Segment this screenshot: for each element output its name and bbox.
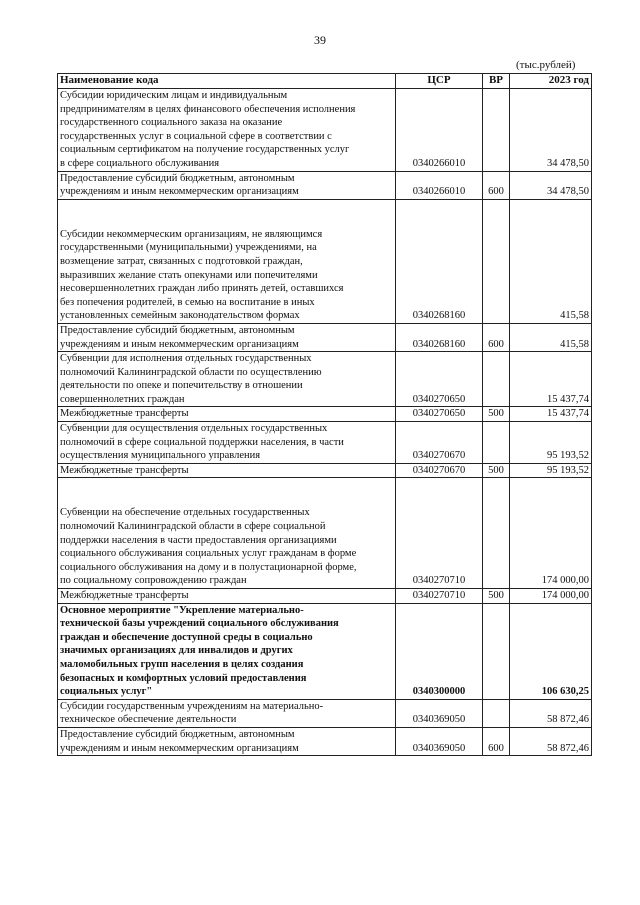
row-csr: 0340270710 bbox=[396, 478, 483, 589]
row-value: 58 872,46 bbox=[510, 699, 592, 727]
table-row bbox=[58, 589, 592, 604]
row-value: 415,58 bbox=[510, 323, 592, 351]
units-note: (тыс.рублей) bbox=[516, 59, 576, 71]
table-body bbox=[58, 89, 592, 756]
row-vr: 500 bbox=[483, 463, 510, 478]
table-row bbox=[58, 171, 592, 199]
row-name bbox=[58, 589, 396, 604]
row-name-text: Предоставление субсидий бюджетным, автономным учреждениям и иным некоммерческим организациям bbox=[60, 728, 299, 754]
row-csr: 0340268160 bbox=[396, 199, 483, 323]
row-value: 106 630,25 bbox=[510, 603, 592, 699]
row-value: 15 437,74 bbox=[510, 407, 592, 422]
row-vr bbox=[483, 199, 510, 323]
row-vr: 500 bbox=[483, 407, 510, 422]
row-name bbox=[58, 422, 396, 464]
page-number: 39 bbox=[314, 33, 326, 47]
row-value: 95 193,52 bbox=[510, 463, 592, 478]
row-csr: 0340270670 bbox=[396, 422, 483, 464]
row-name-text: Субвенции на обеспечение отдельных государственных полномочий Калининградской области в сфере социальной поддержки населения в части предоставления организациями социального обслуживания социальных услуг гражданам в форме социального обслуживания на дому и в полустационарной форме, по социальному сопровождению граждан bbox=[60, 507, 357, 587]
table-row bbox=[58, 199, 592, 323]
row-csr: 0340270650 bbox=[396, 352, 483, 407]
row-name-text: Субсидии юридическим лицам и индивидуальным предпринимателям в целях финансового обеспечения исполнения государственного социального заказа на оказание государственных услуг в социальной сфере в соответствии с социальным сертификатом на получение государственных услуг в сфере социального обслуживания bbox=[60, 90, 356, 169]
table-row bbox=[58, 89, 592, 172]
row-csr: 0340300000 bbox=[396, 603, 483, 699]
header-year: 2023 год bbox=[510, 74, 592, 89]
row-name-text: Межбюджетные трансферты bbox=[60, 408, 189, 420]
row-vr bbox=[483, 603, 510, 699]
row-spacer bbox=[60, 200, 393, 228]
row-csr: 0340270670 bbox=[396, 463, 483, 478]
table-row bbox=[58, 352, 592, 407]
row-name bbox=[58, 323, 396, 351]
row-value: 34 478,50 bbox=[510, 171, 592, 199]
row-name bbox=[58, 727, 396, 755]
row-value: 58 872,46 bbox=[510, 727, 592, 755]
row-csr: 0340369050 bbox=[396, 727, 483, 755]
row-value: 174 000,00 bbox=[510, 589, 592, 604]
row-name bbox=[58, 407, 396, 422]
row-name bbox=[58, 603, 396, 699]
row-name-text: Субсидии государственным учреждениям на материально- техническое обеспечение деятельности bbox=[60, 700, 324, 726]
table-row bbox=[58, 603, 592, 699]
row-value: 15 437,74 bbox=[510, 352, 592, 407]
row-vr bbox=[483, 478, 510, 589]
table-row bbox=[58, 422, 592, 464]
row-vr: 600 bbox=[483, 727, 510, 755]
row-name-text: Предоставление субсидий бюджетным, автономным учреждениям и иным некоммерческим организациям bbox=[60, 324, 299, 350]
row-csr: 0340266010 bbox=[396, 171, 483, 199]
row-name bbox=[58, 171, 396, 199]
row-csr: 0340270650 bbox=[396, 407, 483, 422]
budget-table bbox=[57, 73, 592, 756]
header-name: Наименование кода bbox=[58, 74, 396, 89]
row-vr bbox=[483, 699, 510, 727]
row-name bbox=[58, 199, 396, 323]
row-name-text: Субвенции для осуществления отдельных государственных полномочий в сфере социальной поддержки населения, в части осуществления муниципального управления bbox=[60, 423, 344, 462]
row-spacer bbox=[60, 478, 393, 506]
row-vr: 600 bbox=[483, 171, 510, 199]
row-name-text: Основное мероприятие "Укрепление материально- технической базы учреждений социального обслуживания граждан и обеспечение доступной среды в социально значимых организациях для инвалидов и других маломобильных групп населения в целях создания безопасных и комфортных условий предоставления социальных услуг" bbox=[60, 604, 339, 698]
row-value: 95 193,52 bbox=[510, 422, 592, 464]
row-name-text: Предоставление субсидий бюджетным, автономным учреждениям и иным некоммерческим организациям bbox=[60, 172, 299, 198]
row-vr bbox=[483, 89, 510, 172]
row-name bbox=[58, 463, 396, 478]
table-row bbox=[58, 323, 592, 351]
table-row bbox=[58, 699, 592, 727]
row-csr: 0340369050 bbox=[396, 699, 483, 727]
row-vr bbox=[483, 422, 510, 464]
table-row bbox=[58, 727, 592, 755]
row-name bbox=[58, 478, 396, 589]
table-row bbox=[58, 478, 592, 589]
row-vr: 500 bbox=[483, 589, 510, 604]
row-name-text: Субвенции для исполнения отдельных государственных полномочий Калининградской области по осуществлению деятельности по опеке и попечительству в отношении совершеннолетних граждан bbox=[60, 353, 322, 405]
row-csr: 0340270710 bbox=[396, 589, 483, 604]
row-value: 415,58 bbox=[510, 199, 592, 323]
row-vr: 600 bbox=[483, 323, 510, 351]
row-name bbox=[58, 89, 396, 172]
row-name bbox=[58, 352, 396, 407]
table-header-row bbox=[58, 74, 592, 89]
header-csr: ЦСР bbox=[396, 74, 483, 89]
row-name-text: Субсидии некоммерческим организациям, не являющимся государственными (муниципальными) учреждениями, на возмещение затрат, связанных с подготовкой граждан, выразивших желание стать опекунами или попечителями несовершеннолетних граждан либо принять детей, оставшихся без попечения родителей, в семью на воспитание в иных установленных семейным законодательством формах bbox=[60, 228, 344, 322]
row-csr: 0340268160 bbox=[396, 323, 483, 351]
row-vr bbox=[483, 352, 510, 407]
row-value: 34 478,50 bbox=[510, 89, 592, 172]
table-row bbox=[58, 407, 592, 422]
row-csr: 0340266010 bbox=[396, 89, 483, 172]
row-name bbox=[58, 699, 396, 727]
header-vr: ВР bbox=[483, 74, 510, 89]
table-row bbox=[58, 463, 592, 478]
row-name-text: Межбюджетные трансферты bbox=[60, 464, 189, 476]
row-name-text: Межбюджетные трансферты bbox=[60, 590, 189, 601]
row-value: 174 000,00 bbox=[510, 478, 592, 589]
